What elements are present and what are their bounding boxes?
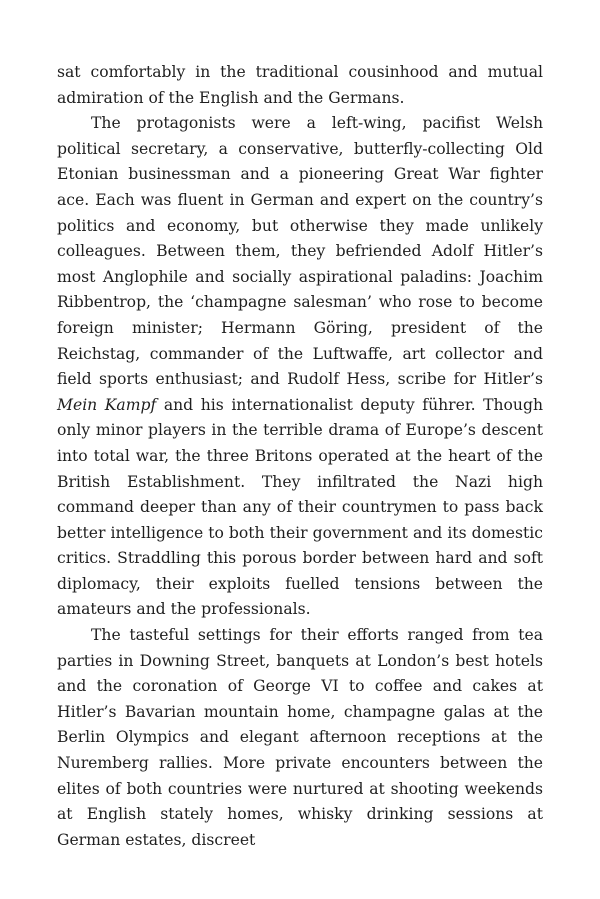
paragraph-text: The protagonists were a left-wing, pacifist Welsh political secretary, a conservative, butterfly-collecting Old Etonian businessman and a pioneering Great War fighter ace. Each was fluent in German and expert on the country’s politics and economy, but otherwise they made unlikely colleagues. Between them, they befriended Adolf Hitler’s most Anglophile and socially aspirational paladins: Joachim Ribbentrop, the ‘champagne salesman’ who rose to become foreign minister; Hermann Göring, president of the Reichstag, commander of the Luftwaffe, art collector and field sports enthusiast; and Rudolf Hess, scribe for Hitler’s (57, 114, 543, 389)
paragraph-protagonists (57, 111, 543, 623)
book-page (57, 60, 543, 853)
paragraph-text: sat comfortably in the traditional cousinhood and mutual admiration of the English and the Germans. (57, 63, 543, 107)
paragraph-text: The tasteful settings for their efforts ranged from tea parties in Downing Street, banquets at London’s best hotels and the coronation of George VI to coffee and cakes at Hitler’s Bavarian mountain home, champagne galas at the Berlin Olympics and elegant afternoon receptions at the Nuremberg rallies. More private encounters between the elites of both countries were nurtured at shooting weekends at English stately homes, whisky drinking sessions at German estates, discreet (57, 626, 543, 849)
paragraph-text: and his internationalist deputy führer. Though only minor players in the terrible drama of Europe’s descent into total war, the three Britons operated at the heart of the British Establishment. They infiltrated the Nazi high command deeper than any of their countrymen to pass back better intelligence to both their government and its domestic critics. Straddling this porous border between hard and soft diplomacy, their exploits fuelled tensions between the amateurs and the professionals. (57, 395, 544, 619)
paragraph-settings (57, 623, 543, 853)
paragraph-continued (57, 60, 543, 111)
book-title-italic: Mein Kampf (57, 395, 157, 414)
